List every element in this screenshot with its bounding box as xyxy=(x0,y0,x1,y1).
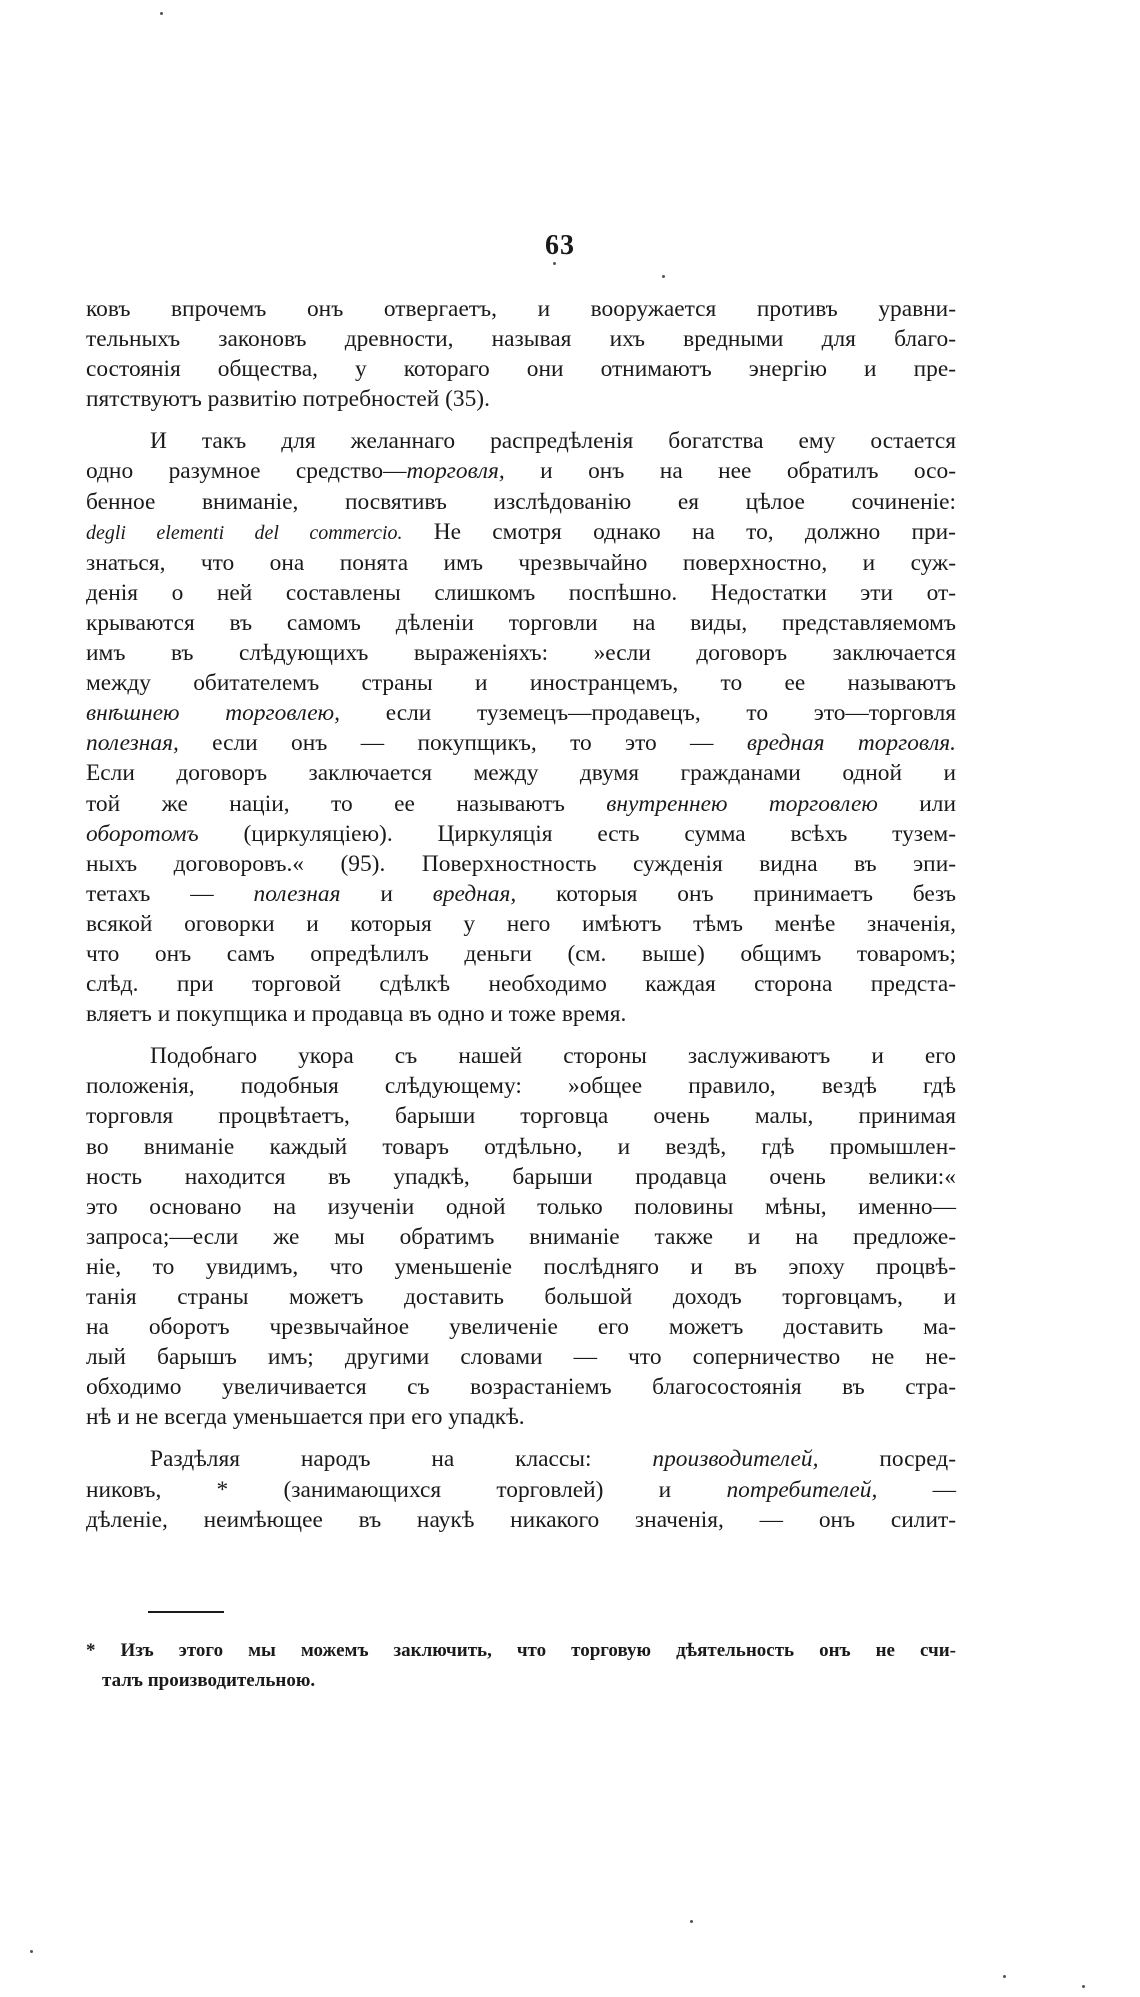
text-line: тетахъ — полезная и вредная, которыя онъ принимаетъ безъ xyxy=(86,880,956,907)
scan-speck xyxy=(662,275,665,278)
text-line: состоянія общества, у котораго они отнимаютъ энергію и пре- xyxy=(86,356,956,383)
scan-speck xyxy=(1082,1985,1085,1988)
text-line: слѣд. при торговой сдѣлкѣ необходимо каждая сторона предста- xyxy=(86,971,956,998)
text-line: что онъ самъ опредѣлилъ деньги (см. выше) общимъ товаромъ; xyxy=(86,940,956,967)
paragraph-4 xyxy=(86,1444,956,1534)
footnote-divider xyxy=(148,1611,224,1613)
text-line: пятствуютъ развитію потребностей (35). xyxy=(86,386,490,413)
text-line: всякой оговорки и которыя у него имѣютъ тѣмъ менѣе значенія, xyxy=(86,910,956,937)
text-line: внѣшнею торговлею, если туземецъ—продавецъ, то это—торговля xyxy=(86,700,956,727)
footnote xyxy=(86,1636,956,1696)
text-line: бенное вниманіе, посвятивъ изслѣдованію ея цѣлое сочиненіе: xyxy=(86,488,956,515)
main-text xyxy=(86,294,956,1547)
scan-speck xyxy=(690,1920,693,1923)
text-line: запроса;—если же мы обратимъ вниманіе также и на предложе- xyxy=(86,1223,956,1250)
text-line: положенія, подобныя слѣдующему: »общее правило, вездѣ гдѣ xyxy=(86,1073,956,1100)
text-line: между обитателемъ страны и иностранцемъ, то ее называютъ xyxy=(86,670,956,697)
text-line: лый барышъ имъ; другими словами — что соперничество не не- xyxy=(86,1344,956,1371)
text-line: Раздѣляя народъ на классы: производителей, посред- xyxy=(150,1446,956,1473)
text-line: ковъ впрочемъ онъ отвергаетъ, и вооружается противъ уравни- xyxy=(86,296,956,322)
paragraph-2 xyxy=(86,426,956,1029)
text-line: той же націи, то ее называютъ внутреннею торговлею или xyxy=(86,790,956,817)
text-line: нѣ и не всегда уменьшается при его упадкѣ. xyxy=(86,1404,525,1431)
text-line: крываются въ самомъ дѣленіи торговли на виды, представляемомъ xyxy=(86,609,956,636)
text-line: вляетъ и покупщика и продавца въ одно и тоже время. xyxy=(86,1001,627,1028)
text-line: И такъ для желаннаго распредѣленія богатства ему остается xyxy=(150,428,956,455)
text-line: обходимо увеличивается съ возрастаніемъ благосостоянія въ стра- xyxy=(86,1374,956,1401)
page-number: 63 xyxy=(545,230,575,261)
text-line: ніе, то увидимъ, что уменьшеніе послѣдняго и въ эпоху процвѣ- xyxy=(86,1253,956,1280)
footnote-line: * Изъ этого мы можемъ заключить, что торговую дѣятельность онъ не счи- xyxy=(86,1640,956,1661)
text-line: ность находится въ упадкѣ, барыши продавца очень велики:« xyxy=(86,1163,956,1190)
text-line: во вниманіе каждый товаръ отдѣльно, и вездѣ, гдѣ промышлен- xyxy=(86,1133,956,1160)
text-line: дѣленіе, неимѣющее въ наукѣ никакого значенія, — онъ силит- xyxy=(86,1506,956,1533)
scan-speck xyxy=(553,262,556,265)
text-line: оборотомъ (циркуляціею). Циркуляція есть сумма всѣхъ тузем- xyxy=(86,820,956,847)
text-line: ныхъ договоровъ.« (95). Поверхностность сужденія видна въ эпи- xyxy=(86,850,956,877)
text-line: тельныхъ законовъ древности, называя ихъ вредными для благо- xyxy=(86,326,956,353)
paragraph-1 xyxy=(86,294,956,414)
text-line: Если договоръ заключается между двумя гражданами одной и xyxy=(86,760,956,787)
text-line: полезная, если онъ — покупщикъ, то это — вредная торговля. xyxy=(86,730,956,757)
text-line: имъ въ слѣдующихъ выраженіяхъ: »если договоръ заключается xyxy=(86,640,956,667)
text-line: знаться, что она понята имъ чрезвычайно поверхностно, и суж- xyxy=(86,549,956,576)
text-line: одно разумное средство—торговля, и онъ на нее обратилъ осо- xyxy=(86,458,956,485)
footnote-line: талъ производительною. xyxy=(102,1670,316,1691)
scan-speck xyxy=(160,12,163,15)
scan-speck xyxy=(1003,1975,1006,1978)
paragraph-3 xyxy=(86,1041,956,1432)
text-line: танія страны можетъ доставить большой доходъ торговцамъ, и xyxy=(86,1284,956,1310)
text-line: никовъ, * (занимающихся торговлей) и потребителей, — xyxy=(86,1476,956,1503)
text-line: торговля процвѣтаетъ, барыши торговца очень малы, принимая xyxy=(86,1103,956,1130)
text-line: degli elementi del commercio. Не смотря однако на то, должно при- xyxy=(86,518,956,545)
text-line: Подобнаго укора съ нашей стороны заслуживаютъ и его xyxy=(150,1043,956,1070)
text-line: на оборотъ чрезвычайное увеличеніе его можетъ доставить ма- xyxy=(86,1314,956,1341)
text-line: денія о ней составлены слишкомъ поспѣшно. Недостатки эти от- xyxy=(86,579,956,606)
scan-speck xyxy=(30,1950,33,1953)
text-line: это основано на изученіи одной только половины мѣны, именно— xyxy=(86,1193,956,1220)
